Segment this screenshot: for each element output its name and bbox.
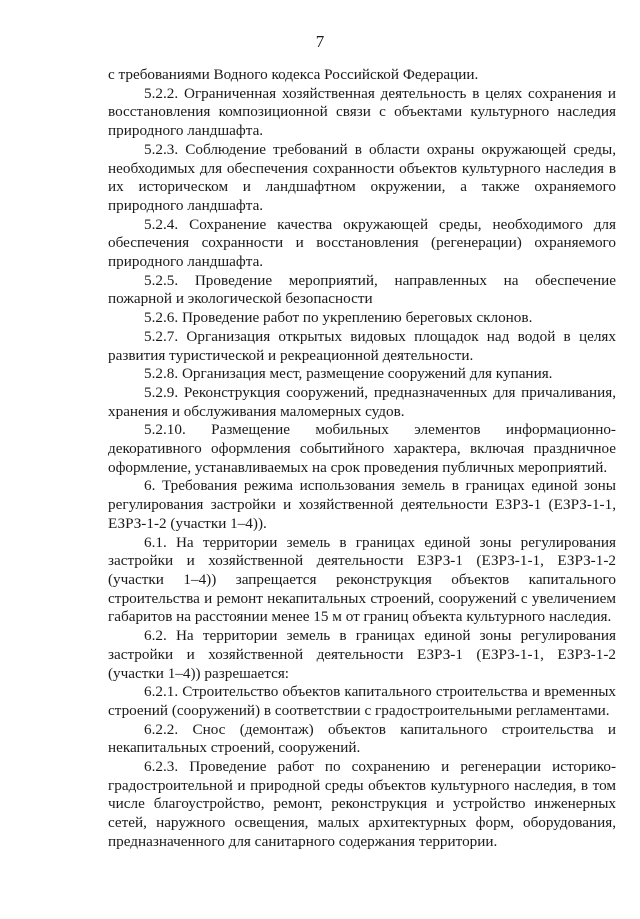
paragraph-5-2-4: 5.2.4. Сохранение качества окружающей среды, необходимого для обеспечения сохранности и восстановления (регенерации) охраняемого природного ландшафта. bbox=[108, 215, 616, 271]
paragraph-5-2-6: 5.2.6. Проведение работ по укреплению береговых склонов. bbox=[144, 309, 533, 327]
paragraph-6: 6. Требования режима использования земель в границах единой зоны регулирования застройки и хозяйственной деятельности ЕЗРЗ-1 (ЕЗРЗ-1-1, ЕЗРЗ-1-2 (участки 1–4)). bbox=[108, 477, 616, 532]
page-number: 7 bbox=[315, 32, 325, 51]
paragraph-5-2-9: 5.2.9. Реконструкция сооружений, предназначенных для причаливания, хранения и обслуживания маломерных судов. bbox=[108, 383, 616, 420]
document-body bbox=[108, 66, 616, 852]
paragraph-5-2-8: 5.2.8. Организация мест, размещение сооружений для купания. bbox=[144, 365, 553, 383]
paragraph-6-1: 6.1. На территории земель в границах единой зоны регулирования застройки и хозяйственной деятельности ЕЗРЗ-1 (ЕЗРЗ-1-1, ЕЗРЗ-1-2 (участки 1–4)) запрещается реконструкция объектов капитального строительства и ремонт некапитальных строений, сооружений с увеличением габаритов на расстоянии менее 15 м от границ объекта культурного наследия. bbox=[108, 533, 616, 626]
paragraph-5-2-2: 5.2.2. Ограниченная хозяйственная деятельность в целях сохранения и восстановления композиционной связи с объектами культурного наследия природного ландшафта. bbox=[108, 84, 616, 140]
paragraph-6-2-1: 6.2.1. Строительство объектов капитального строительства и временных строений (сооружений) в соответствии с градостроительными регламентами. bbox=[108, 683, 616, 719]
paragraph-6-2-2: 6.2.2. Снос (демонтаж) объектов капитального строительства и некапитальных строений, сооружений. bbox=[108, 720, 616, 757]
paragraph-6-2-3: 6.2.3. Проведение работ по сохранению и регенерации историко-градостроительной и природной среды объектов культурного наследия, в том числе благоустройство, ремонт, реконструкция и устройство инженерных сетей, наружного освещения, малых архитектурных форм, оборудования, предназначенного для санитарного содержания территории. bbox=[108, 758, 616, 850]
paragraph-5-2-5: 5.2.5. Проведение мероприятий, направленных на обеспечение пожарной и экологической безопасности bbox=[108, 271, 616, 308]
paragraph-continuation: с требованиями Водного кодекса Российской Федерации. bbox=[108, 66, 479, 83]
paragraph-5-2-3: 5.2.3. Соблюдение требований в области охраны окружающей среды, необходимых для обеспечения сохранности объектов культурного наследия в их историческом и ландшафтном окружении, а также охраняемого природного ландшафта. bbox=[108, 140, 616, 214]
paragraph-5-2-7: 5.2.7. Организация открытых видовых площадок над водой в целях развития туристической и рекреационной деятельности. bbox=[108, 327, 616, 364]
paragraph-5-2-10: 5.2.10. Размещение мобильных элементов информационно-декоративного оформления событийного характера, включая праздничное оформление, устанавливаемых на срок проведения публичных мероприятий. bbox=[108, 421, 616, 476]
paragraph-6-2: 6.2. На территории земель в границах единой зоны регулирования застройки и хозяйственной деятельности ЕЗРЗ-1 (ЕЗРЗ-1-1, ЕЗРЗ-1-2 (участки 1–4)) разрешается: bbox=[108, 627, 616, 682]
